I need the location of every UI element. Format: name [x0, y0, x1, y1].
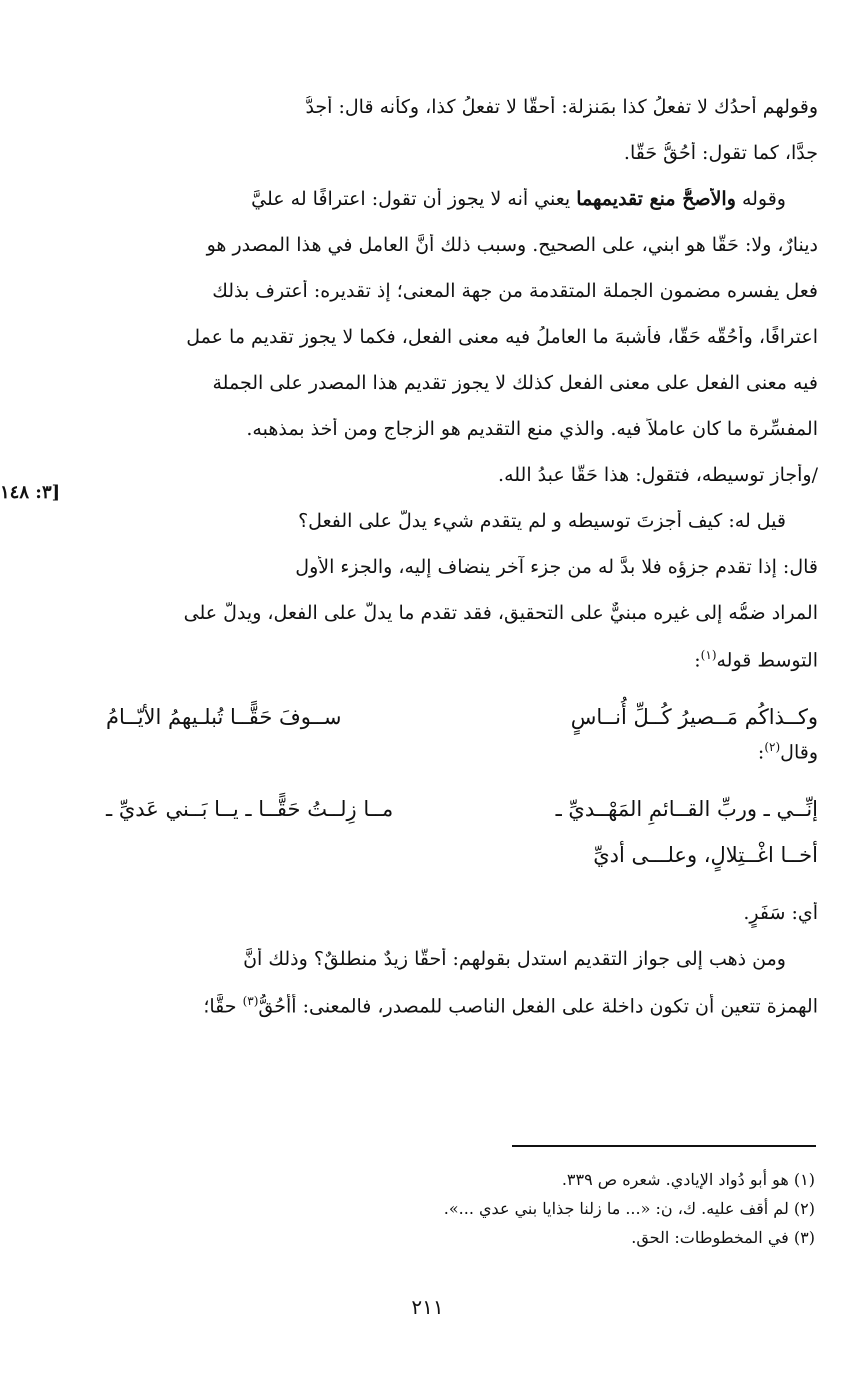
- para2-start: وقوله: [741, 188, 786, 210]
- main-text: [106, 96, 818, 1040]
- footnote: (١) هو أبو دُواد الإيادي. شعره ص ٣٣٩.: [561, 1170, 815, 1189]
- footnote: (٢) لم أقف عليه. ك، ن: «... ما زلنا جذايا بني عدي ...».: [443, 1199, 815, 1218]
- footnotes: [115, 1165, 815, 1252]
- text-line: أي: سَفَرٍ.: [743, 902, 818, 924]
- text-line: اعترافًا، وأحُقُّه حَقًّا، فأشبهَ ما العاملُ فيه معنى الفعل، فكما لا يجوز تقديم ما عمل: [186, 326, 818, 348]
- verse-hemistich: ســوفَ حَقًّــا تُبلـيهمُ الأيّــامُ: [106, 705, 342, 729]
- para5-last-a: الهمزة تتعين أن تكون داخلة على الفعل الناصب للمصدر، فالمعنى: أَأَحُقُّ: [258, 995, 818, 1018]
- para4-last: التوسط قوله: [716, 649, 818, 672]
- text-line: فعل يفسره مضمون الجملة المتقدمة من جهة المعنى؛ إذ تقديره: أعترف بذلك: [212, 280, 818, 302]
- text-line: [106, 510, 818, 556]
- bold-phrase: والأصحُّ منع تقديمهما: [576, 188, 736, 210]
- footnote-mark: (٢): [764, 740, 781, 754]
- footnote: (٣) في المخطوطات: الحق.: [631, 1228, 815, 1247]
- verse-2-continuation: أخــا اغْــتِلالٍ، وعلـــى أديِّ: [593, 843, 818, 867]
- spacer: [106, 878, 818, 902]
- wa-qal: وقال: [780, 741, 818, 764]
- text-line: المفسِّرة ما كان عاملاً فيه. والذي منع التقديم هو الزجاج ومن أخذ بمذهبه.: [246, 418, 818, 440]
- verse-hemistich: وكــذاكُم مَــصيرُ كُــلِّ أُنــاسٍ: [570, 705, 818, 729]
- text-line: [106, 994, 818, 1040]
- text-line: دينارٌ، ولا: حَقًّا هو ابني، على الصحيح. وسبب ذلك أنَّ العامل في هذا المصدر هو: [206, 234, 818, 256]
- footnote-mark: (١): [700, 648, 717, 662]
- para2-rest: يعني أنه لا يجوز أن تقول: اعترافًا له عليَّ: [251, 188, 571, 210]
- para5-line: ومن ذهب إلى جواز التقديم استدل بقولهم: أحقًّا زيدٌ منطلقٌ؟ وذلك أنَّ: [243, 948, 786, 970]
- text-line: فيه معنى الفعل على معنى الفعل كذلك لا يجوز تقديم هذا المصدر على الجملة: [212, 372, 818, 394]
- footnote-divider: [512, 1145, 816, 1147]
- para3: قيل له: كيف أجزتَ توسيطه و لم يتقدم شيء يدلُّ على الفعل؟: [298, 510, 786, 532]
- text-line: وقولهم أحدُك لا تفعلُ كذا بمَنزلة: أحقًّا لا تفعلُ كذا، وكأنه قال: أجدُّ: [305, 96, 818, 118]
- verse-hemistich: إنِّــي ـ وربِّ القــائمِ المَهْــديِّ ـ: [555, 797, 818, 821]
- text-line: [106, 188, 818, 234]
- text-line: وقال$^{(٢)}$:: [757, 740, 818, 764]
- text-line: المراد ضمُّه إلى غيره مبنيٌّ على التحقيق، فقد تقدم ما يدلُّ على الفعل، ويدلُّ على: [183, 602, 818, 624]
- verse-hemistich: مــا زِلــتُ حَقًّــا ـ يــا بَــني عَديِّ ـ: [106, 797, 394, 821]
- footnote-mark: (٣): [242, 994, 259, 1008]
- verse-2: [106, 786, 818, 832]
- verse-1: [106, 694, 818, 740]
- text-line: التوسط قوله$^{(١)}$:: [694, 648, 818, 672]
- text-line: جدًّا، كما تقول: أَحُقُّ حَقًّا.: [623, 142, 818, 164]
- para5-last-b: حقًّا؛: [203, 995, 237, 1018]
- text-line: قال: إذا تقدم جزؤه فلا بدَّ له من جزء آخر ينضاف إليه، والجزء الأول: [295, 556, 818, 578]
- margin-reference: [٣: ١٤٨: [0, 482, 61, 503]
- text-line: [106, 948, 818, 994]
- text-line: /وأجاز توسيطه، فتقول: هذا حَقًّا عبدُ الله.: [498, 464, 818, 486]
- page-number: ٢١١: [411, 1295, 444, 1319]
